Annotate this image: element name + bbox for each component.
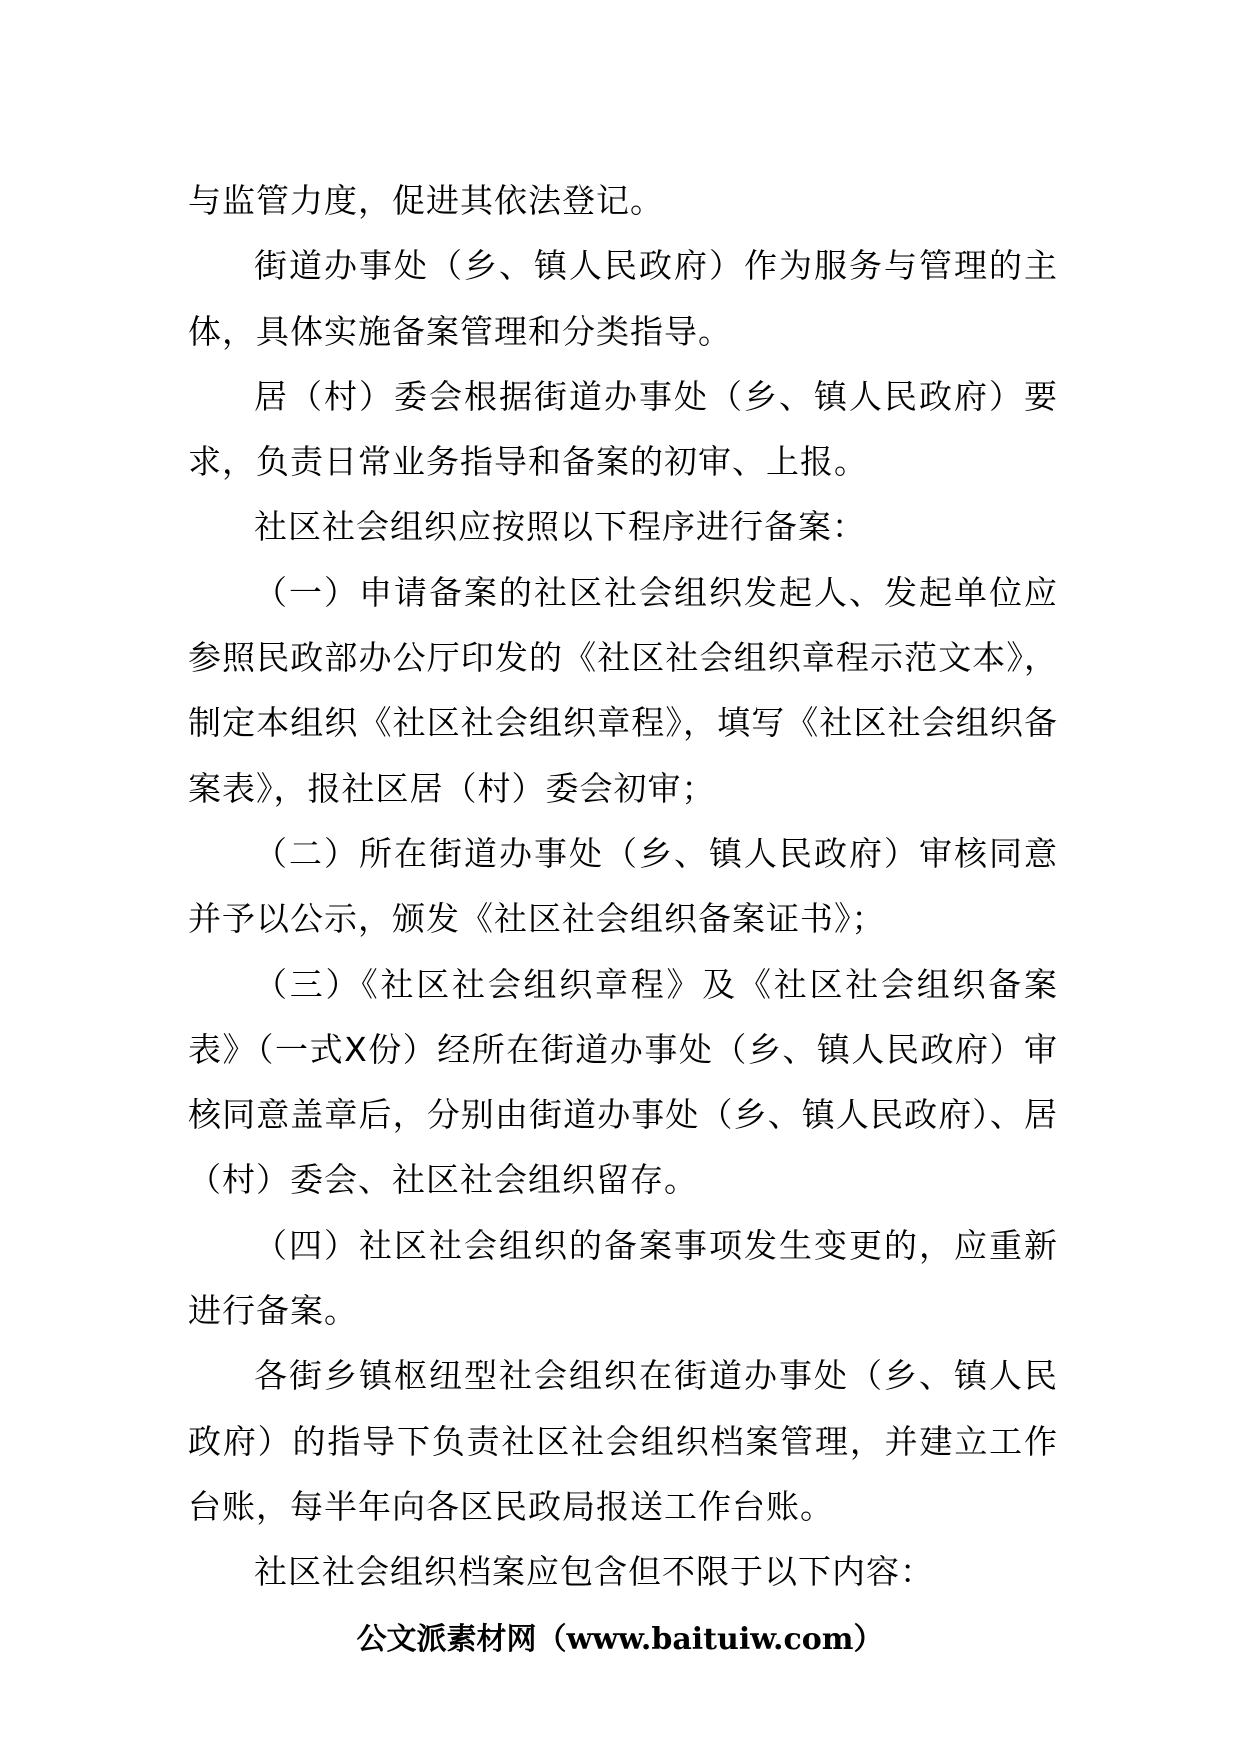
paragraph: （二）所在街道办事处（乡、镇人民政府）审核同意并予以公示，颁发《社区社会组织备案证书》； [188,833,1058,939]
paragraph: 各街乡镇枢纽型社会组织在街道办事处（乡、镇人民政府）的指导下负责社区社会组织档案管理，并建立工作台账，每半年向各区民政局报送工作台账。 [188,1356,1058,1526]
paragraph: 与监管力度，促进其依法登记。 [188,181,664,220]
paragraph: （一）申请备案的社区社会组织发起人、发起单位应参照民政部办公厅印发的《社区社会组织章程示范文本》，制定本组织《社区社会组织章程》，填写《社区社会组织备案表》，报社区居（村）委会初审； [188,572,1058,808]
paragraph: 居（村）委会根据街道办事处（乡、镇人民政府）要求，负责日常业务指导和备案的初审、上报。 [188,376,1058,482]
document-body [188,168,1058,1605]
paragraph: 社区社会组织档案应包含但不限于以下内容： [254,1552,934,1592]
paragraph: 街道办事处（乡、镇人民政府）作为服务与管理的主体，具体实施备案管理和分类指导。 [188,246,1058,351]
paragraph: （三）《社区社会组织章程》及《社区社会组织备案表》（一式X份）经所在街道办事处（乡、镇人民政府）审核同意盖章后，分别由街道办事处（乡、镇人民政府）、居（村）委会、社区社会组织留存。 [188,964,1058,1200]
paragraph: （四）社区社会组织的备案事项发生变更的，应重新进行备案。 [188,1225,1058,1331]
page-footer: 公文派素材网（www.baituiw.com） [356,1622,884,1657]
paragraph: 社区社会组织应按照以下程序进行备案： [254,507,866,547]
